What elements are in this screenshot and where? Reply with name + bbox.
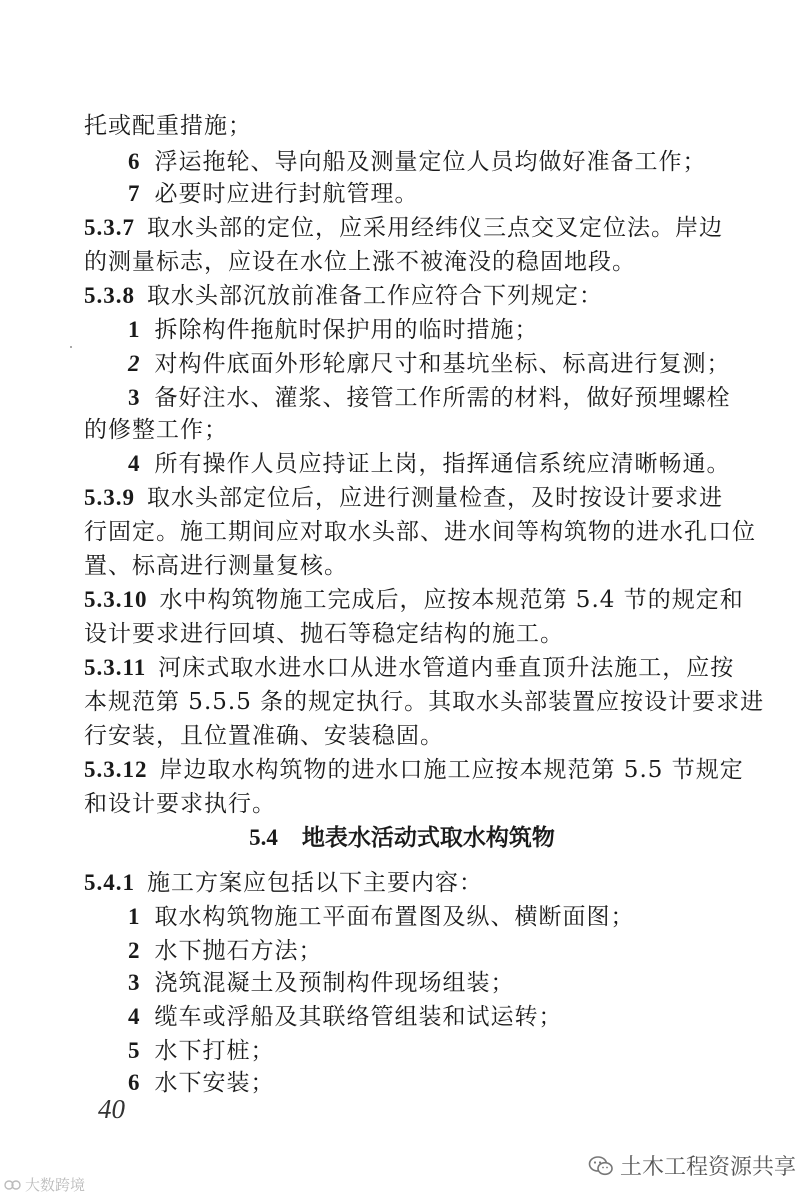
list-item: 3 备好注水、灌浆、接管工作所需的材料，做好预埋螺栓 xyxy=(128,385,731,411)
text-line: 的测量标志，应设在水位上涨不被淹没的稳固地段。 xyxy=(84,249,636,275)
list-item: 4 所有操作人员应持证上岗，指挥通信系统应清晰畅通。 xyxy=(128,451,731,477)
text-line: 行固定。施工期间应对取水头部、进水间等构筑物的进水孔口位 xyxy=(84,519,756,545)
list-item: 5 水下打桩； xyxy=(128,1038,275,1064)
scan-speck xyxy=(70,346,72,348)
text-line: 行安装，且位置准确、安装稳固。 xyxy=(84,723,444,749)
watermark-right-text: 土木工程资源共享 xyxy=(619,1155,796,1180)
list-item: 2 对构件底面外形轮廓尺寸和基坑坐标、标高进行复测； xyxy=(128,351,731,377)
clause: 5.3.7 取水头部的定位，应采用经纬仪三点交叉定位法。岸边 xyxy=(84,215,723,241)
list-item: 2 水下抛石方法； xyxy=(128,938,323,964)
text-line: 本规范第 5.5.5 条的规定执行。其取水头部装置应按设计要求进 xyxy=(84,689,765,715)
clause: 5.3.11 河床式取水进水口从进水管道内垂直顶升法施工，应按 xyxy=(84,655,735,681)
list-item: 1 拆除构件拖航时保护用的临时措施； xyxy=(128,317,539,343)
text-line: 置、标高进行测量复核。 xyxy=(84,553,348,579)
list-item: 7 必要时应进行封航管理。 xyxy=(128,181,419,207)
logo-icon xyxy=(4,1178,22,1192)
list-item: 6 水下安装； xyxy=(128,1070,275,1096)
watermark-left xyxy=(4,1174,85,1195)
clause: 5.3.9 取水头部定位后，应进行测量检查，及时按设计要求进 xyxy=(84,485,723,511)
clause: 5.3.8 取水头部沉放前准备工作应符合下列规定： xyxy=(84,283,603,309)
watermark-right xyxy=(588,1150,796,1181)
section-heading: 5.4 地表水活动式取水构筑物 xyxy=(249,825,555,851)
clause: 5.4.1 施工方案应包括以下主要内容： xyxy=(84,870,483,896)
list-item: 6 浮运拖轮、导向船及测量定位人员均做好准备工作； xyxy=(128,149,707,175)
text-line: 和设计要求执行。 xyxy=(84,791,276,817)
page-number: 40 xyxy=(98,1094,125,1124)
clause: 5.3.10 水中构筑物施工完成后，应按本规范第 5.4 节的规定和 xyxy=(84,587,744,613)
text-line: 托或配重措施； xyxy=(84,113,252,139)
watermark-left-text: 大数跨境 xyxy=(25,1176,86,1194)
list-item: 1 取水构筑物施工平面布置图及纵、横断面图； xyxy=(128,904,635,930)
text-line: 的修整工作； xyxy=(84,417,228,443)
clause: 5.3.12 岸边取水构筑物的进水口施工应按本规范第 5.5 节规定 xyxy=(84,757,744,783)
list-item: 4 缆车或浮船及其联络管组装和试运转； xyxy=(128,1004,563,1030)
list-item: 3 浇筑混凝土及预制构件现场组装； xyxy=(128,970,515,996)
wechat-icon xyxy=(588,1155,614,1177)
text-line: 设计要求进行回填、抛石等稳定结构的施工。 xyxy=(84,621,564,647)
